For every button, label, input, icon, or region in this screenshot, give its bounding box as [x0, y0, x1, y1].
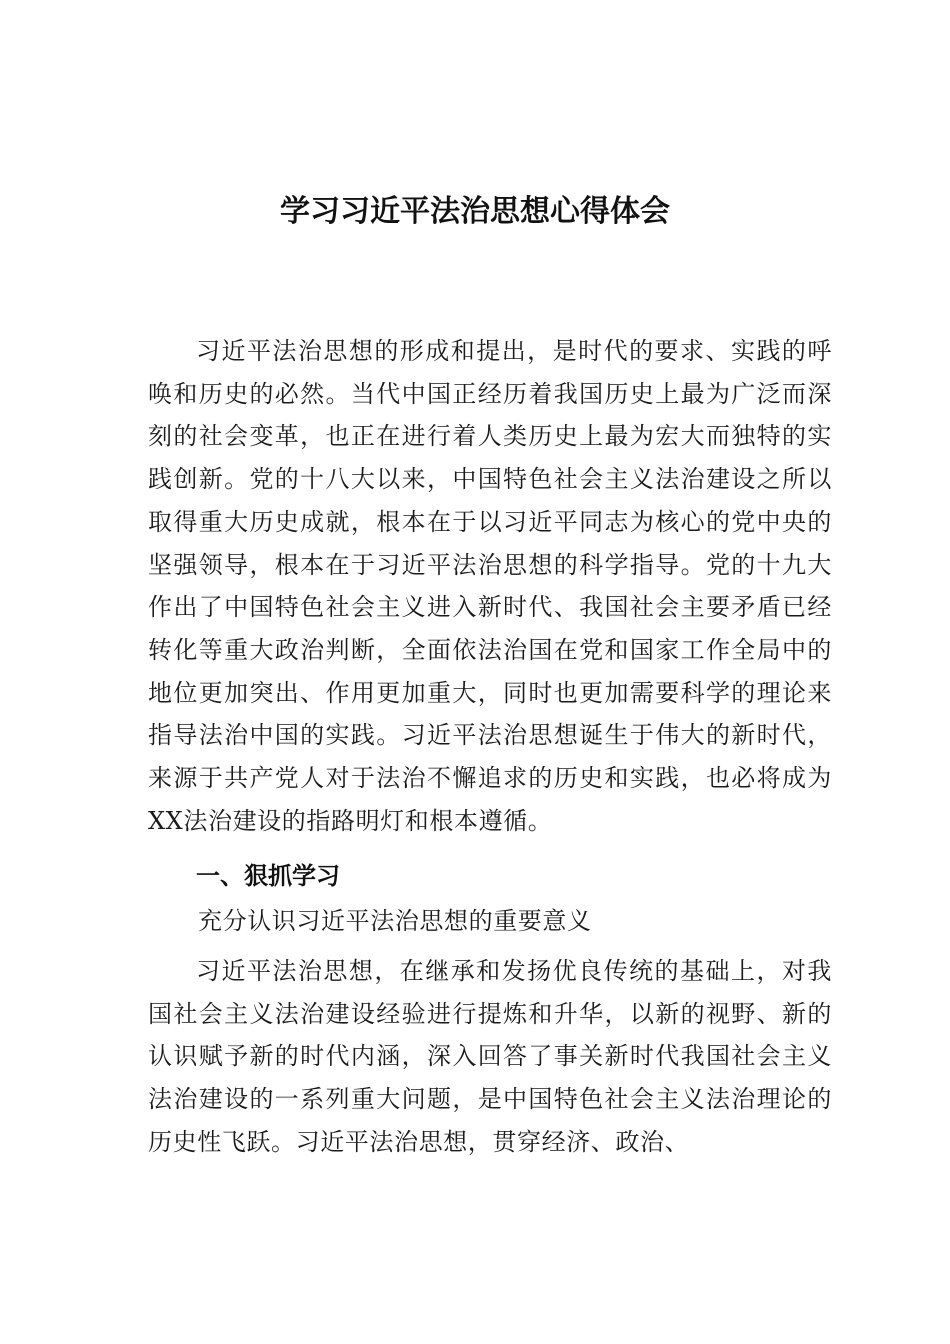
paragraph-intro: 习近平法治思想的形成和提出，是时代的要求、实践的呼唤和历史的必然。当代中国正经历着我国历史上最为广泛而深刻的社会变革，也正在进行着人类历史上最为宏大而独特的实践创新。党的十八大以来，中国特色社会主义法治建设之所以取得重大历史成就，根本在于以习近平同志为核心的党中央的坚强领导，根本在于习近平法治思想的科学指导。党的十九大作出了中国特色社会主义进入新时代、我国社会主要矛盾已经转化等重大政治判断，全面依法治国在党和国家工作全局中的地位更加突出、作用更加重大，同时也更加需要科学的理论来指导法治中国的实践。习近平法治思想诞生于伟大的新时代，来源于共产党人对于法治不懈追求的历史和实践，也必将成为XX法治建设的指路明灯和根本遵循。: [148, 337, 832, 835]
document-title: 学习习近平法治思想心得体会: [280, 194, 670, 229]
section-subheading: 充分认识习近平法治思想的重要意义: [198, 907, 592, 935]
paragraph-section-1: 习近平法治思想，在继承和发扬优良传统的基础上，对我国社会主义法治建设经验进行提炼和升华，以新的视野、新的认识赋予新的时代内涵，深入回答了事关新时代我国社会主义法治建设的一系列重大问题，是中国特色社会主义法治理论的历史性飞跃。习近平法治思想，贯穿经济、政治、: [148, 957, 832, 1156]
section-heading: 一、狠抓学习: [196, 862, 340, 890]
